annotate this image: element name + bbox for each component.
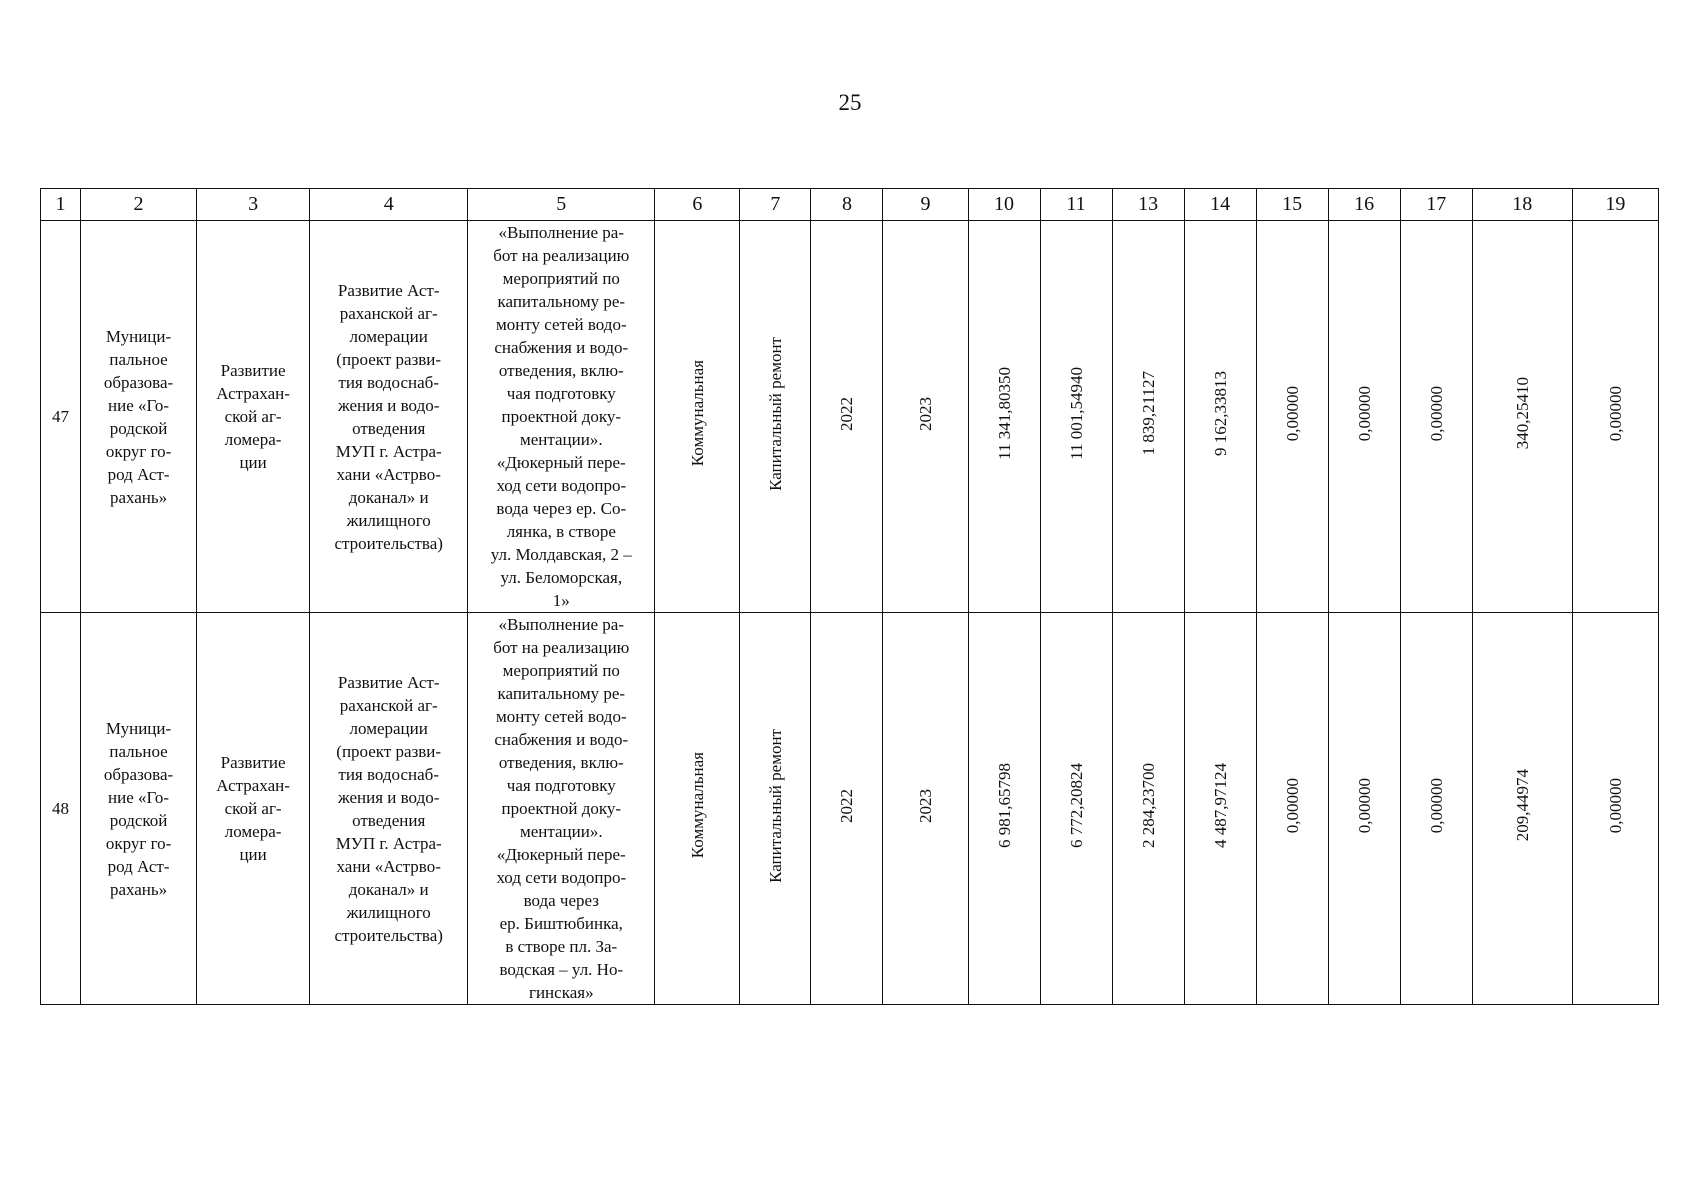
value-text: 0,00000 [1605,385,1625,442]
value-cell-19 [1572,613,1658,1005]
column-header: 19 [1572,189,1658,221]
row-number: 47 [41,221,81,613]
value-text: 11 001,54940 [1066,367,1086,460]
value-text: 4 487,97124 [1210,763,1230,848]
description-text: «Выполнение ра- бот на реализацию мероприятий по капитальному ре- монту сетей водо- снабжения и водо- отведения, вклю- чая подготовку проектной доку- ментации». «Дюкерный пере- ход сети водопро- вода через ер. Биштюбинка, в створе пл. За- водская – ул. Но- гинская» [493,615,630,1002]
sphere-text: Коммунальная [687,752,707,859]
year-start-cell [811,221,883,613]
value-cell-10 [968,221,1040,613]
value-cell-13 [1112,613,1184,1005]
value-text: 1 839,21127 [1138,371,1158,456]
column-header: 6 [655,189,740,221]
table-row [41,221,1659,613]
municipality-text: Муници- пальное образова- ние «Го- родской округ го- род Аст- рахань» [103,718,174,899]
value-text: 11 341,80350 [994,367,1014,460]
value-text: 340,25410 [1512,377,1532,450]
value-cell-16 [1328,221,1400,613]
sphere-text: Коммунальная [687,360,707,467]
description-text: «Выполнение ра- бот на реализацию мероприятий по капитальному ре- монту сетей водо- снабжения и водо- отведения, вклю- чая подготовку проектной доку- ментации». «Дюкерный пере- ход сети водопро- вода через ер. Со- лянка, в створе ул. Молдавская, 2 – ул. Беломорская, 1» [490,223,632,610]
column-header: 14 [1184,189,1256,221]
project-text: Развитие Аст- раханской аг- ломерации (проект разви- тия водоснаб- жения и водо- отведения МУП г. Астра- хани «Астрво- доканал» и жилищного строительства) [334,280,443,553]
column-number-row [41,189,1659,221]
work-type-cell [740,613,811,1005]
column-header: 17 [1400,189,1472,221]
value-text: 0,00000 [1282,385,1302,442]
value-text: 0,00000 [1354,777,1374,834]
value-cell-17 [1400,613,1472,1005]
column-header: 3 [197,189,310,221]
value-cell-14 [1184,221,1256,613]
column-header: 10 [968,189,1040,221]
column-header: 15 [1256,189,1328,221]
value-text: 0,00000 [1605,777,1625,834]
column-header: 16 [1328,189,1400,221]
municipality-cell [81,613,197,1005]
municipality-cell [81,221,197,613]
work-type-cell [740,221,811,613]
year-start-cell [811,613,883,1005]
column-header: 18 [1472,189,1572,221]
year-end-text: 2023 [915,396,935,431]
year-end-cell [883,221,968,613]
value-cell-15 [1256,613,1328,1005]
value-cell-19 [1572,221,1658,613]
value-text: 2 284,23700 [1138,763,1158,848]
value-text: 0,00000 [1354,385,1374,442]
value-cell-13 [1112,221,1184,613]
year-start-text: 2022 [837,396,857,431]
column-header: 1 [41,189,81,221]
column-header: 9 [883,189,968,221]
value-cell-11 [1040,221,1112,613]
investment-table [40,188,1659,1005]
value-cell-18 [1472,221,1572,613]
program-cell [197,221,310,613]
year-end-cell [883,613,968,1005]
row-number: 48 [41,613,81,1005]
column-header: 13 [1112,189,1184,221]
value-text: 6 981,65798 [994,763,1014,848]
project-text: Развитие Аст- раханской аг- ломерации (проект разви- тия водоснаб- жения и водо- отведения МУП г. Астра- хани «Астрво- доканал» и жилищного строительства) [334,672,443,945]
column-header: 5 [468,189,655,221]
column-header: 2 [81,189,197,221]
value-cell-15 [1256,221,1328,613]
table-row [41,613,1659,1005]
value-cell-14 [1184,613,1256,1005]
description-cell [468,221,655,613]
value-cell-16 [1328,613,1400,1005]
description-cell [468,613,655,1005]
value-text: 6 772,20824 [1066,763,1086,848]
value-cell-11 [1040,613,1112,1005]
value-text: 209,44974 [1512,769,1532,842]
sphere-cell [655,221,740,613]
municipality-text: Муници- пальное образова- ние «Го- родской округ го- род Аст- рахань» [103,326,174,507]
program-text: Развитие Астрахан- ской аг- ломера- ции [216,753,290,864]
project-cell [310,613,468,1005]
work-type-text: Капитальный ремонт [765,336,785,491]
column-header: 11 [1040,189,1112,221]
work-type-text: Капитальный ремонт [765,728,785,883]
program-cell [197,613,310,1005]
page-number: 25 [838,90,862,115]
project-cell [310,221,468,613]
value-text: 9 162,33813 [1210,371,1230,456]
program-text: Развитие Астрахан- ской аг- ломера- ции [216,361,290,472]
sphere-cell [655,613,740,1005]
value-text: 0,00000 [1282,777,1302,834]
value-cell-17 [1400,221,1472,613]
column-header: 7 [740,189,811,221]
year-start-text: 2022 [837,788,857,823]
column-header: 4 [310,189,468,221]
value-cell-18 [1472,613,1572,1005]
column-header: 8 [811,189,883,221]
year-end-text: 2023 [915,788,935,823]
value-text: 0,00000 [1426,385,1446,442]
value-text: 0,00000 [1426,777,1446,834]
value-cell-10 [968,613,1040,1005]
